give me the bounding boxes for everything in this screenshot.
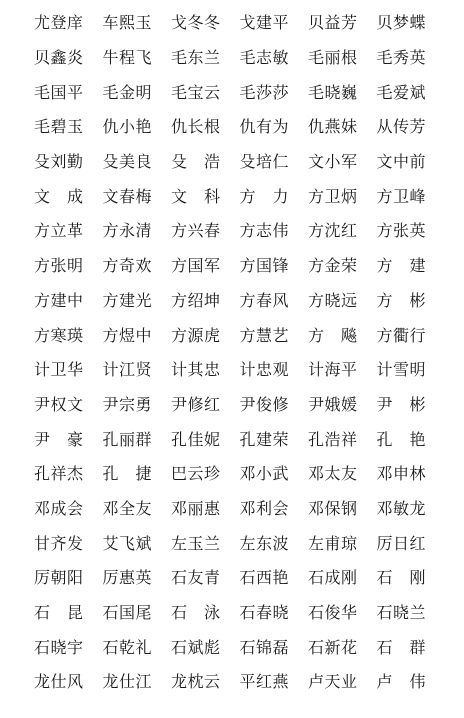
name-cell: 尹俊修 — [239, 394, 290, 414]
name-cell: 毛宝云 — [171, 82, 221, 102]
name-cell: 方寒瑛 — [34, 325, 84, 345]
name-cell: 从传芳 — [376, 117, 427, 137]
name-cell: 方卫峰 — [376, 186, 427, 206]
name-cell: 龙枕云 — [171, 672, 221, 692]
name-cell: 仇燕妹 — [308, 117, 358, 137]
name-cell: 方志伟 — [239, 221, 290, 241]
name-cell: 方 飚 — [308, 325, 358, 345]
name-cell: 卢天业 — [308, 672, 358, 692]
name-cell: 毛莎莎 — [239, 82, 290, 102]
name-cell: 邓全友 — [102, 498, 153, 518]
name-cell: 邓太友 — [308, 464, 358, 484]
name-cell: 车熙玉 — [102, 13, 153, 33]
name-cell: 毛爱斌 — [376, 82, 427, 102]
name-cell: 邓保钢 — [308, 498, 358, 518]
name-cell: 方国锋 — [239, 256, 290, 276]
name-cell: 毛金明 — [102, 82, 153, 102]
name-cell: 贝鑫炎 — [34, 48, 84, 68]
name-cell: 牛程飞 — [102, 48, 153, 68]
name-cell: 孔浩祥 — [308, 429, 358, 449]
name-cell: 石成刚 — [308, 568, 358, 588]
name-grid — [34, 6, 446, 700]
name-cell: 石晓兰 — [376, 603, 427, 623]
name-cell: 方衢行 — [376, 325, 427, 345]
name-cell: 尹宗勇 — [102, 394, 153, 414]
name-cell: 方沈红 — [308, 221, 358, 241]
name-cell: 石国尾 — [102, 603, 153, 623]
name-cell: 殳培仁 — [239, 152, 290, 172]
name-cell: 孔佳妮 — [171, 429, 221, 449]
name-cell: 方建光 — [102, 290, 153, 310]
name-cell: 邓申林 — [376, 464, 427, 484]
name-cell: 尹娥媛 — [308, 394, 358, 414]
name-cell: 毛秀英 — [376, 48, 427, 68]
name-cell: 方 彬 — [376, 290, 427, 310]
name-cell: 厉朝阳 — [34, 568, 84, 588]
name-cell: 石 泳 — [171, 603, 221, 623]
name-cell: 龙仕江 — [102, 672, 153, 692]
name-cell: 石 群 — [376, 637, 427, 657]
name-cell: 尹 彬 — [376, 394, 427, 414]
name-cell: 甘齐发 — [34, 533, 84, 553]
name-cell: 邓小武 — [239, 464, 290, 484]
name-cell: 邓丽惠 — [171, 498, 221, 518]
name-cell: 孔丽群 — [102, 429, 153, 449]
name-cell: 方国军 — [171, 256, 221, 276]
name-cell: 毛志敏 — [239, 48, 290, 68]
name-cell: 平红燕 — [239, 672, 290, 692]
name-cell: 方张英 — [376, 221, 427, 241]
name-cell: 方慧艺 — [239, 325, 290, 345]
name-cell: 巴云珍 — [171, 464, 221, 484]
name-cell: 石俊华 — [308, 603, 358, 623]
name-cell: 戈冬冬 — [171, 13, 221, 33]
name-cell: 邓成会 — [34, 498, 84, 518]
name-cell: 石锦磊 — [239, 637, 290, 657]
name-cell: 殳美良 — [102, 152, 153, 172]
name-cell: 尤登庠 — [34, 13, 84, 33]
name-cell: 厉惠英 — [102, 568, 153, 588]
name-cell: 孔建荣 — [239, 429, 290, 449]
name-cell: 仇有为 — [239, 117, 290, 137]
name-cell: 方卫炳 — [308, 186, 358, 206]
name-cell: 殳 浩 — [171, 152, 221, 172]
name-cell: 方绍坤 — [171, 290, 221, 310]
name-cell: 仇小艳 — [102, 117, 153, 137]
name-cell: 方兴春 — [171, 221, 221, 241]
name-cell: 邓利会 — [239, 498, 290, 518]
name-cell: 石 昆 — [34, 603, 84, 623]
name-cell: 左甫琼 — [308, 533, 358, 553]
name-cell: 方奇欢 — [102, 256, 153, 276]
name-cell: 戈建平 — [239, 13, 290, 33]
name-cell: 方晓远 — [308, 290, 358, 310]
name-cell: 艾飞斌 — [102, 533, 153, 553]
name-cell: 石斌彪 — [171, 637, 221, 657]
name-cell: 毛东兰 — [171, 48, 221, 68]
name-cell: 计卫华 — [34, 360, 84, 380]
name-cell: 左东波 — [239, 533, 290, 553]
name-cell: 卢 伟 — [376, 672, 427, 692]
name-cell: 石春晓 — [239, 603, 290, 623]
name-cell: 左玉兰 — [171, 533, 221, 553]
name-cell: 尹修红 — [171, 394, 221, 414]
name-cell: 孔 捷 — [102, 464, 153, 484]
name-cell: 石晓宇 — [34, 637, 84, 657]
name-cell: 孔祥杰 — [34, 464, 84, 484]
name-cell: 方永清 — [102, 221, 153, 241]
name-cell: 毛晓巍 — [308, 82, 358, 102]
name-cell: 方 建 — [376, 256, 427, 276]
name-cell: 计雪明 — [376, 360, 427, 380]
name-cell: 石友青 — [171, 568, 221, 588]
name-cell: 石乾礼 — [102, 637, 153, 657]
name-cell: 石西艳 — [239, 568, 290, 588]
name-cell: 毛丽根 — [308, 48, 358, 68]
name-cell: 尹 豪 — [34, 429, 84, 449]
name-cell: 计江贤 — [102, 360, 153, 380]
name-cell: 文小军 — [308, 152, 358, 172]
name-cell: 计海平 — [308, 360, 358, 380]
name-cell: 贝梦蝶 — [376, 13, 427, 33]
name-cell: 方煜中 — [102, 325, 153, 345]
name-cell: 尹权文 — [34, 394, 84, 414]
name-cell: 厉日红 — [376, 533, 427, 553]
name-cell: 方建中 — [34, 290, 84, 310]
name-cell: 石新花 — [308, 637, 358, 657]
name-cell: 方张明 — [34, 256, 84, 276]
name-cell: 毛国平 — [34, 82, 84, 102]
name-cell: 方源虎 — [171, 325, 221, 345]
name-cell: 文 科 — [171, 186, 221, 206]
name-cell: 毛碧玉 — [34, 117, 84, 137]
name-cell: 殳刘勤 — [34, 152, 84, 172]
name-cell: 龙仕风 — [34, 672, 84, 692]
name-cell: 仇长根 — [171, 117, 221, 137]
name-cell: 方金荣 — [308, 256, 358, 276]
name-cell: 方 力 — [239, 186, 290, 206]
name-cell: 文春梅 — [102, 186, 153, 206]
name-cell: 孔 艳 — [376, 429, 427, 449]
name-cell: 方春风 — [239, 290, 290, 310]
name-cell: 计忠观 — [239, 360, 290, 380]
name-cell: 石 刚 — [376, 568, 427, 588]
name-cell: 方立革 — [34, 221, 84, 241]
name-cell: 计其忠 — [171, 360, 221, 380]
name-cell: 邓敏龙 — [376, 498, 427, 518]
name-cell: 贝益芳 — [308, 13, 358, 33]
name-cell: 文中前 — [376, 152, 427, 172]
name-cell: 文 成 — [34, 186, 84, 206]
